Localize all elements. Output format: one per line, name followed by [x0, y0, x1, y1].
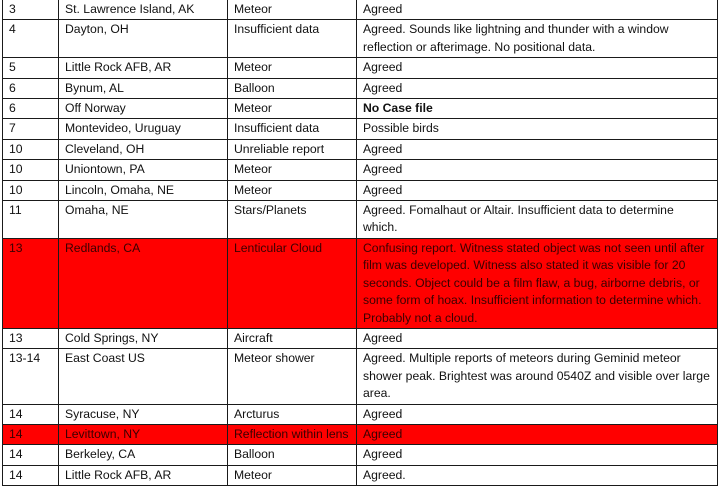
table-row: [3, 201, 718, 239]
comment-cell: Agreed.: [357, 465, 718, 485]
evaluation-cell: Insufficient data: [228, 119, 357, 139]
day-cell: 14: [3, 465, 59, 485]
table-row: [3, 20, 718, 58]
table-row: [3, 58, 718, 78]
day-cell: 10: [3, 180, 59, 200]
evaluation-cell: Meteor: [228, 160, 357, 180]
location-cell: Little Rock AFB, AR: [59, 58, 228, 78]
table-row-flagged: [3, 424, 718, 444]
location-cell: Cleveland, OH: [59, 139, 228, 159]
location-cell: St. Lawrence Island, AK: [59, 0, 228, 20]
evaluation-cell: Aircraft: [228, 328, 357, 348]
location-cell: Omaha, NE: [59, 201, 228, 239]
day-cell: 6: [3, 78, 59, 98]
comment-cell: Confusing report. Witness stated object was not seen until after film was developed. Witness also stated it was visible for 20 seconds. Object could be a film flaw, a bug, airborne debris, or some form of hoax. Insufficient information to determine which. Probably not a cloud.: [357, 238, 718, 328]
day-cell: 10: [3, 160, 59, 180]
evaluation-cell: Meteor: [228, 180, 357, 200]
day-cell: 3: [3, 0, 59, 20]
comment-cell: Agreed: [357, 180, 718, 200]
comment-cell: Agreed. Fomalhaut or Altair. Insufficient data to determine which.: [357, 201, 718, 239]
table-row: [3, 139, 718, 159]
day-cell: 14: [3, 445, 59, 465]
evaluation-cell: Arcturus: [228, 404, 357, 424]
location-cell: Syracuse, NY: [59, 404, 228, 424]
location-cell: Off Norway: [59, 99, 228, 119]
location-cell: Dayton, OH: [59, 20, 228, 58]
day-cell: 11: [3, 201, 59, 239]
table-row: [3, 0, 718, 20]
day-cell: 5: [3, 58, 59, 78]
evaluation-cell: Balloon: [228, 78, 357, 98]
evaluation-cell: Insufficient data: [228, 20, 357, 58]
day-cell: 10: [3, 139, 59, 159]
table-row: [3, 328, 718, 348]
day-cell: 7: [3, 119, 59, 139]
table-row: [3, 465, 718, 485]
evaluation-cell: Meteor shower: [228, 349, 357, 404]
table-row: [3, 78, 718, 98]
location-cell: East Coast US: [59, 349, 228, 404]
evaluation-cell: Unreliable report: [228, 139, 357, 159]
comment-cell: Agreed: [357, 0, 718, 20]
evaluation-cell: Meteor: [228, 58, 357, 78]
comment-cell: Agreed: [357, 424, 718, 444]
location-cell: Montevideo, Uruguay: [59, 119, 228, 139]
evaluation-cell: Reflection within lens: [228, 424, 357, 444]
location-cell: Uniontown, PA: [59, 160, 228, 180]
comment-cell: Agreed: [357, 328, 718, 348]
table-row: [3, 160, 718, 180]
day-cell: 14: [3, 424, 59, 444]
evaluation-cell: Balloon: [228, 445, 357, 465]
case-table-body: [3, 0, 718, 486]
table-row: [3, 349, 718, 404]
evaluation-cell: Meteor: [228, 99, 357, 119]
comment-cell: Agreed: [357, 58, 718, 78]
comment-cell: No Case file: [357, 99, 718, 119]
evaluation-cell: Lenticular Cloud: [228, 238, 357, 328]
evaluation-cell: Meteor: [228, 465, 357, 485]
table-row: [3, 445, 718, 465]
location-cell: Redlands, CA: [59, 238, 228, 328]
comment-cell: Agreed: [357, 160, 718, 180]
comment-cell: Agreed: [357, 78, 718, 98]
location-cell: Lincoln, Omaha, NE: [59, 180, 228, 200]
location-cell: Bynum, AL: [59, 78, 228, 98]
comment-cell: Agreed: [357, 445, 718, 465]
comment-cell: Agreed: [357, 404, 718, 424]
day-cell: 13: [3, 238, 59, 328]
table-row-flagged: [3, 238, 718, 328]
day-cell: 6: [3, 99, 59, 119]
evaluation-cell: Meteor: [228, 0, 357, 20]
day-cell: 4: [3, 20, 59, 58]
evaluation-cell: Stars/Planets: [228, 201, 357, 239]
table-row: [3, 404, 718, 424]
day-cell: 13: [3, 328, 59, 348]
location-cell: Cold Springs, NY: [59, 328, 228, 348]
day-cell: 14: [3, 404, 59, 424]
table-row: [3, 119, 718, 139]
table-row: [3, 99, 718, 119]
comment-cell: Possible birds: [357, 119, 718, 139]
comment-cell: Agreed. Sounds like lightning and thunder with a window reflection or afterimage. No positional data.: [357, 20, 718, 58]
comment-cell: Agreed. Multiple reports of meteors during Geminid meteor shower peak. Brightest was around 0540Z and visible over large area.: [357, 349, 718, 404]
case-table: [2, 0, 718, 486]
location-cell: Levittown, NY: [59, 424, 228, 444]
location-cell: Little Rock AFB, AR: [59, 465, 228, 485]
comment-cell: Agreed: [357, 139, 718, 159]
location-cell: Berkeley, CA: [59, 445, 228, 465]
day-cell: 13-14: [3, 349, 59, 404]
table-row: [3, 180, 718, 200]
